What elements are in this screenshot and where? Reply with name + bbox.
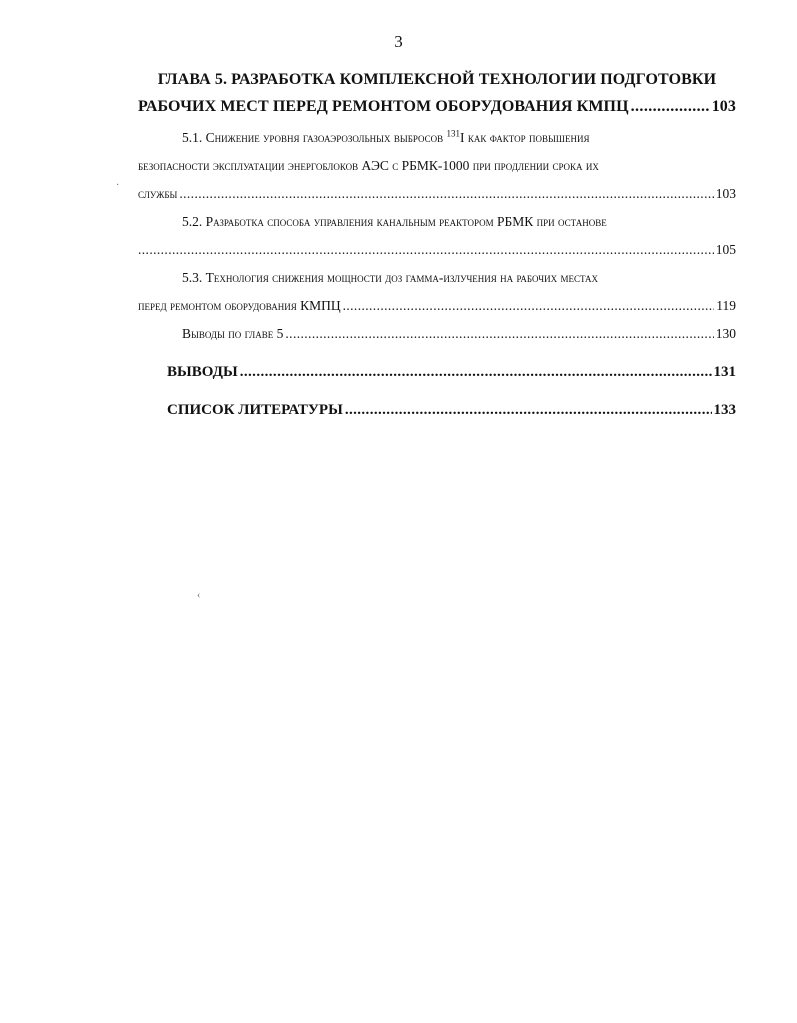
references-page: 133	[713, 402, 736, 418]
entry-5-2-page: 105	[715, 242, 736, 257]
conclusions-page: 131	[713, 364, 736, 380]
entry-conclusions-ch5-line: Выводы по главе 5 ..... 130	[138, 320, 736, 348]
entry-5-1-line1: 5.1. Снижение уровня газоаэрозольных выбросов $^{131}$I как фактор повышения	[182, 128, 590, 145]
entry-5-1-line2: безопасности эксплуатации энергоблоков АЭС с РБМК-1000 при продлении срока их	[138, 158, 599, 173]
entry-5-1-page: 103	[715, 186, 736, 201]
dot-leader	[345, 396, 712, 424]
entry-conclusions-ch5-page: 130	[715, 326, 736, 341]
dot-leader	[343, 292, 715, 320]
chapter-title-row	[138, 93, 736, 120]
dot-leader	[179, 180, 713, 208]
entry-5-3-page: 119	[716, 298, 736, 313]
toc-entry-5-2[interactable]	[138, 208, 736, 264]
references-label: СПИСОК ЛИТЕРАТУРЫ	[167, 402, 343, 418]
toc-entry-chapter-5-conclusions[interactable]	[138, 320, 736, 348]
toc-entry-5-1[interactable]	[138, 124, 736, 208]
entry-5-3-line2: перед ремонтом оборудования КМПЦ ..... 119	[138, 292, 736, 320]
toc-entry-references[interactable]	[138, 396, 736, 424]
dot-leader	[138, 236, 714, 264]
isotope-superscript: 131	[446, 128, 460, 139]
toc-entry-conclusions[interactable]	[138, 358, 736, 386]
chapter-title-line2: РАБОЧИХ МЕСТ ПЕРЕД РЕМОНТОМ ОБОРУДОВАНИЯ КМПЦ	[138, 98, 629, 115]
dot-leader	[240, 358, 712, 386]
page-number: 3	[394, 32, 403, 51]
entry-5-1-line3: службы ..... 103	[138, 180, 736, 208]
dot-leader	[285, 320, 713, 348]
entry-5-3-line1: 5.3. Технология снижения мощности доз гамма-излучения на рабочих местах	[182, 270, 599, 285]
chapter-5-heading[interactable]	[138, 66, 736, 120]
table-of-contents	[138, 66, 736, 424]
entry-5-2-line1: 5.2. Разработка способа управления канальным реактором РБМК при останове	[182, 214, 607, 229]
scan-speck: ·	[116, 180, 120, 191]
scan-speck: ‹	[197, 590, 201, 601]
chapter-page-number: 103	[711, 98, 736, 115]
dot-leader	[631, 93, 710, 120]
chapter-title-line1: ГЛАВА 5. РАЗРАБОТКА КОМПЛЕКСНОЙ ТЕХНОЛОГИИ ПОДГОТОВКИ	[157, 71, 717, 88]
conclusions-label: ВЫВОДЫ	[167, 364, 238, 380]
toc-entry-5-3[interactable]	[138, 264, 736, 320]
entry-5-2-line2	[138, 236, 736, 264]
